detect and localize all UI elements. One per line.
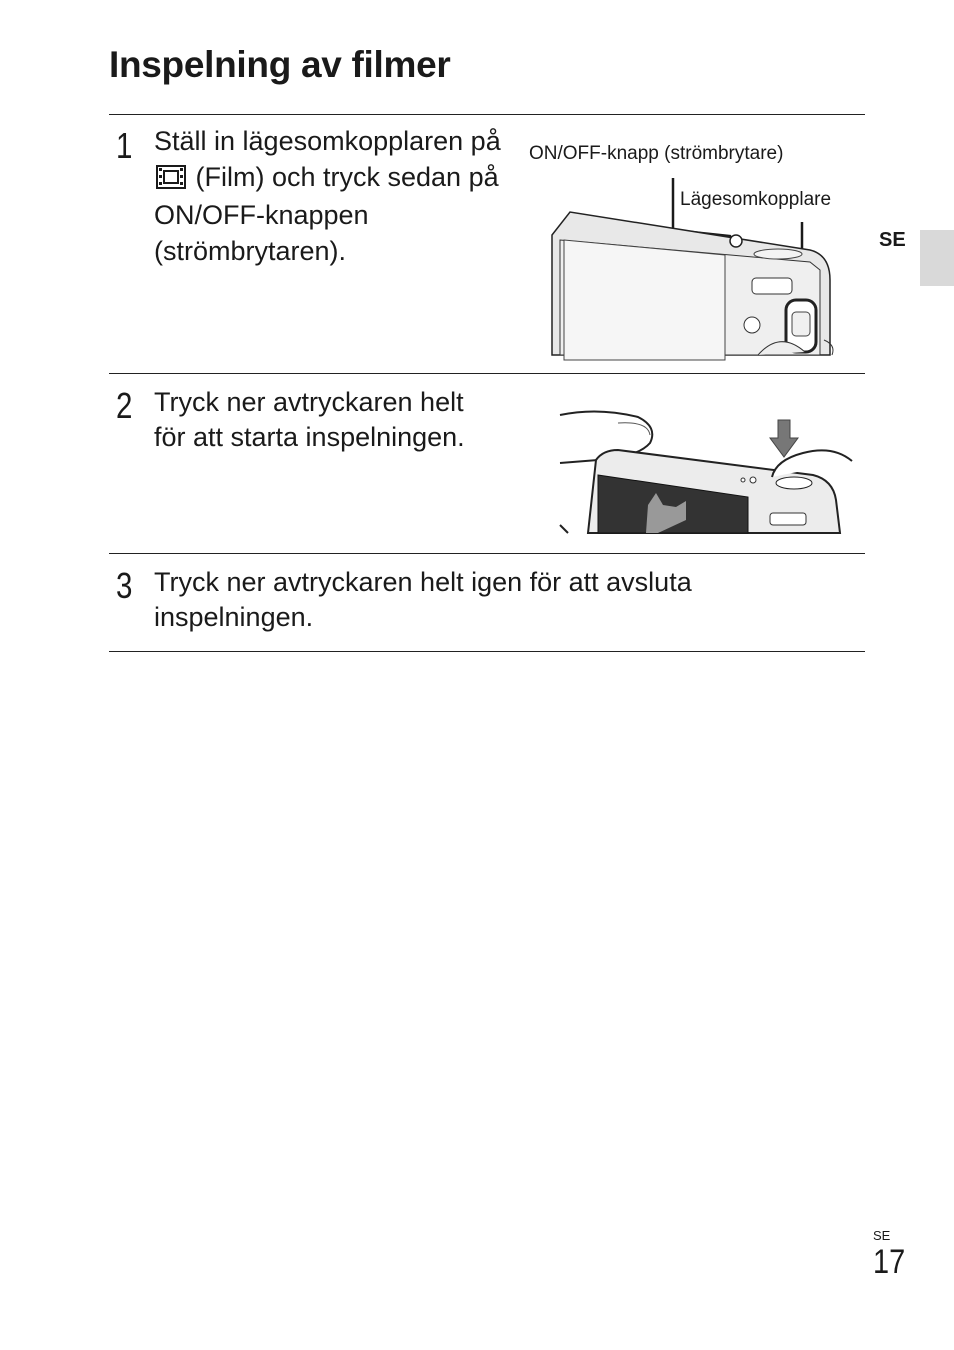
page-title: Inspelning av filmer bbox=[109, 44, 451, 85]
movie-film-icon bbox=[156, 163, 186, 199]
language-side-label: SE bbox=[879, 229, 906, 251]
section-divider bbox=[109, 114, 865, 115]
step-1-text-before: Ställ in lägesomkopplaren på bbox=[154, 126, 501, 156]
shutter-press-illustration bbox=[558, 405, 858, 535]
step-number: 2 bbox=[116, 385, 133, 426]
section-divider bbox=[109, 373, 865, 374]
step-number: 3 bbox=[116, 565, 133, 606]
power-button-callout: ON/OFF-knapp (strömbrytare) bbox=[529, 143, 784, 164]
language-side-tab bbox=[920, 230, 954, 286]
footer-language: SE bbox=[873, 1228, 891, 1243]
step-1-text-after: (Film) och tryck sedan på ON/OFF-knappen (strömbrytaren). bbox=[154, 161, 499, 266]
section-divider bbox=[109, 651, 865, 652]
step-number: 1 bbox=[116, 125, 133, 166]
section-divider bbox=[109, 553, 865, 554]
step-3-line-1: Tryck ner avtryckaren helt igen för att avsluta bbox=[154, 567, 692, 597]
step-2-line-1: Tryck ner avtryckaren helt bbox=[154, 387, 464, 417]
step-3-line-2: inspelningen. bbox=[154, 602, 314, 632]
camera-top-illustration bbox=[540, 160, 850, 365]
step-1-instruction bbox=[154, 124, 514, 269]
mode-switch-callout: Lägesomkopplare bbox=[680, 189, 832, 210]
page-number: 17 bbox=[873, 1243, 906, 1281]
step-2-line-2: för att starta inspelningen. bbox=[154, 422, 465, 452]
